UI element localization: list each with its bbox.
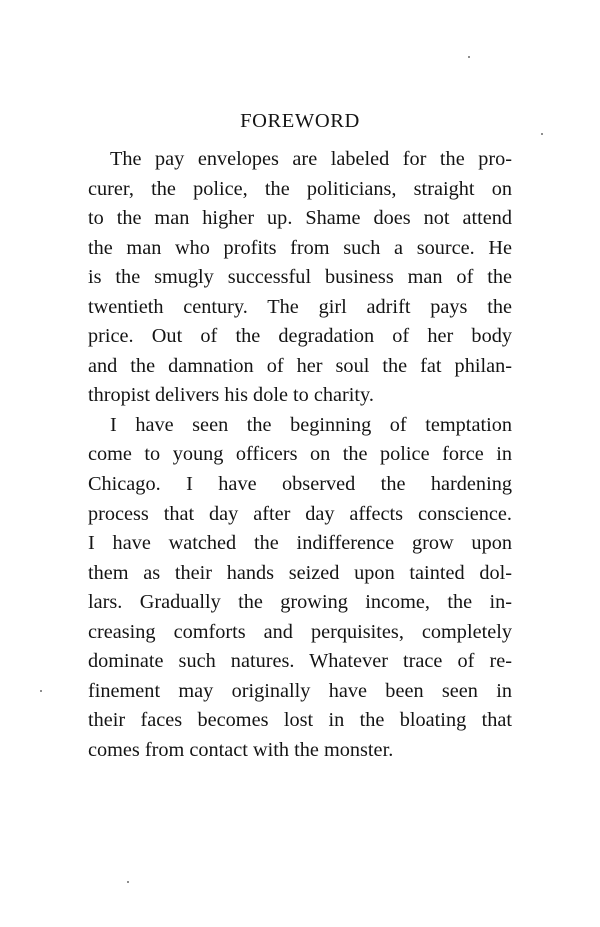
paragraph-1-line-6: twentieth century. The girl adrift pays the: [88, 295, 512, 318]
paragraph-2-line-12: comes from contact with the monster.: [88, 738, 394, 761]
page-body: [88, 145, 512, 765]
scan-speck: [468, 56, 470, 58]
scan-speck: [127, 881, 129, 883]
paragraph-2-line-5: I have watched the indifference grow upon: [88, 532, 512, 555]
paragraph-2-line-1: I have seen the beginning of temptation: [110, 413, 512, 436]
paragraph-1-line-8: and the damnation of her soul the fat philan-: [88, 354, 512, 377]
paragraph-2-line-8: creasing comforts and perquisites, completely: [88, 620, 512, 643]
page-heading: FOREWORD: [240, 110, 360, 132]
paragraph-2-line-9: dominate such natures. Whatever trace of re-: [88, 650, 512, 673]
paragraph-1-line-9: thropist delivers his dole to charity.: [88, 384, 374, 407]
paragraph-2-line-3: Chicago. I have observed the hardening: [88, 473, 512, 496]
paragraph-2-line-2: come to young officers on the police force in: [88, 443, 512, 466]
paragraph-1-line-2: curer, the police, the politicians, straight on: [88, 177, 512, 200]
paragraph-2-line-10: finement may originally have been seen in: [88, 679, 512, 702]
paragraph-1-line-3: to the man higher up. Shame does not attend: [88, 207, 512, 230]
paragraph-1-line-4: the man who profits from such a source. He: [88, 236, 512, 259]
paragraph-1-line-1: The pay envelopes are labeled for the pro-: [110, 148, 512, 170]
paragraph-2-line-4: process that day after day affects conscience.: [88, 502, 512, 525]
paragraph-1-line-7: price. Out of the degradation of her body: [88, 325, 512, 348]
paragraph-2-line-6: them as their hands seized upon tainted dol-: [88, 561, 512, 584]
scan-speck: [541, 133, 543, 135]
paragraph-2-line-7: lars. Gradually the growing income, the in-: [88, 591, 512, 614]
paragraph-1-line-5: is the smugly successful business man of the: [88, 266, 512, 289]
scan-speck: [40, 690, 42, 692]
paragraph-2-line-11: their faces becomes lost in the bloating that: [88, 709, 512, 732]
